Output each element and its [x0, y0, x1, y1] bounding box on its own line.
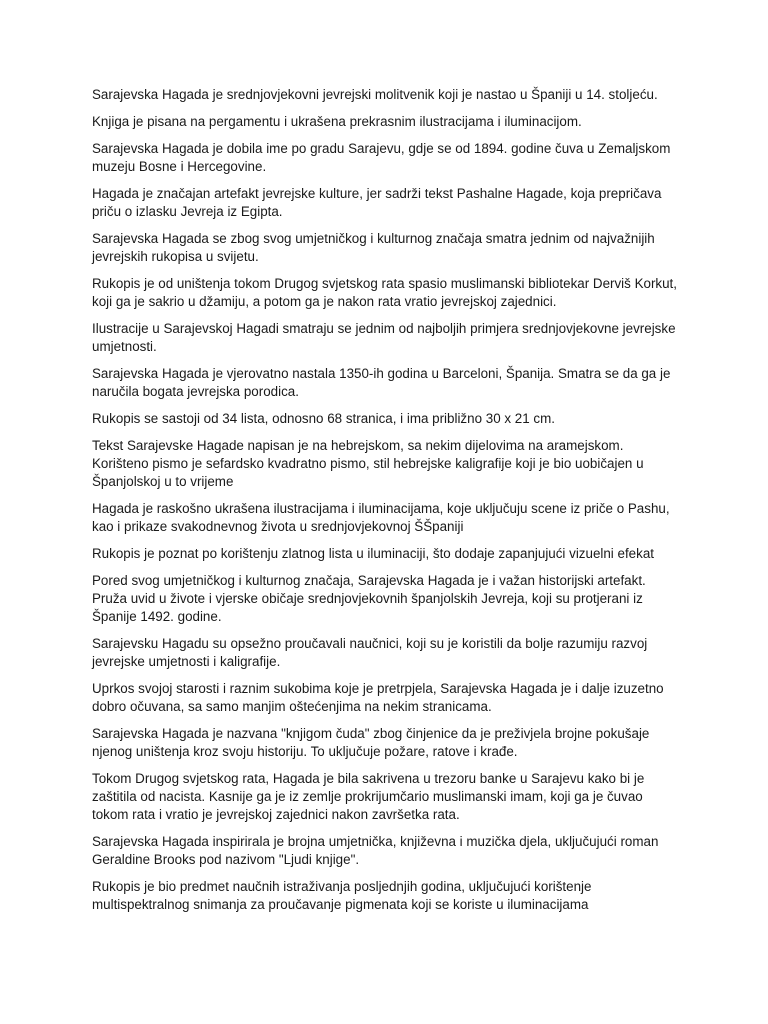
- paragraph-2: Knjiga je pisana na pergamentu i ukrašena prekrasnim ilustracijama i iluminacijom.: [92, 114, 582, 129]
- document-body: [92, 86, 682, 923]
- paragraph-7: Ilustracije u Sarajevskoj Hagadi smatraju se jednim od najboljih primjera srednjovjekovne jevrejske umjetnosti.: [92, 321, 676, 354]
- paragraph-5: Sarajevska Hagada se zbog svog umjetničkog i kulturnog značaja smatra jednim od najvažnijih jevrejskih rukopisa u svijetu.: [92, 231, 655, 264]
- paragraph-12: Rukopis je poznat po korištenju zlatnog lista u iluminaciji, što dodaje zapanjujući vizuelni efekat: [92, 546, 654, 561]
- paragraph-8: Sarajevska Hagada je vjerovatno nastala 1350-ih godina u Barceloni, Španija. Smatra se da ga je naručila bogata jevrejska porodica.: [92, 366, 671, 399]
- paragraph-16: Sarajevska Hagada je nazvana "knjigom čuda" zbog činjenice da je preživjela brojne pokušaje njenog uništenja kroz svoju historiju. To uključuje požare, ratove i krađe.: [92, 726, 650, 759]
- paragraph-1: Sarajevska Hagada je srednjovjekovni jevrejski molitvenik koji je nastao u Španiji u 14. stoljeću.: [92, 87, 658, 102]
- paragraph-10: Tekst Sarajevske Hagade napisan je na hebrejskom, sa nekim dijelovima na aramejskom. Korišteno pismo je sefardsko kvadratno pismo, stil hebrejske kaligrafije koji je bio uobičajen u Španjolskoj u to vrijeme: [92, 438, 644, 489]
- paragraph-14: Sarajevsku Hagadu su opsežno proučavali naučnici, koji su je koristili da bolje razumiju razvoj jevrejske umjetnosti i kaligrafije.: [92, 636, 648, 669]
- paragraph-15: Uprkos svojoj starosti i raznim sukobima koje je pretrpjela, Sarajevska Hagada je i dalje izuzetno dobro očuvana, sa samo manjim oštećenjima na nekim stranicama.: [92, 681, 664, 714]
- paragraph-13: Pored svog umjetničkog i kulturnog značaja, Sarajevska Hagada je i važan historijski artefakt. Pruža uvid u živote i vjerske običaje srednjovjekovnih španjolskih Jevreja, koji su protjerani iz Španije 1492. godine.: [92, 573, 646, 624]
- paragraph-18: Sarajevska Hagada inspirirala je brojna umjetnička, književna i muzička djela, uključujući roman Geraldine Brooks pod nazivom "Ljudi knjige".: [92, 834, 659, 867]
- paragraph-4: Hagada je značajan artefakt jevrejske kulture, jer sadrži tekst Pashalne Hagade, koja prepričava priču o izlasku Jevreja iz Egipta.: [92, 186, 662, 219]
- paragraph-9: Rukopis se sastoji od 34 lista, odnosno 68 stranica, i ima približno 30 x 21 cm.: [92, 411, 555, 426]
- paragraph-3: Sarajevska Hagada je dobila ime po gradu Sarajevu, gdje se od 1894. godine čuva u Zemaljskom muzeju Bosne i Hercegovine.: [92, 141, 671, 174]
- paragraph-19: Rukopis je bio predmet naučnih istraživanja posljednjih godina, uključujući korištenje multispektralnog snimanja za proučavanje pigmenata koji se koriste u iluminacijama: [92, 879, 592, 912]
- paragraph-17: Tokom Drugog svjetskog rata, Hagada je bila sakrivena u trezoru banke u Sarajevu kako bi je zaštitila od nacista. Kasnije ga je iz zemlje prokrijumčario muslimanski imam, koji ga je čuvao tokom rata i vratio je jevrejskoj zajednici nakon završetka rata.: [92, 771, 645, 822]
- paragraph-6: Rukopis je od uništenja tokom Drugog svjetskog rata spasio muslimanski bibliotekar Derviš Korkut, koji ga je sakrio u džamiju, a potom ga je nakon rata vratio jevrejskoj zajednici.: [92, 276, 677, 309]
- paragraph-11: Hagada je raskošno ukrašena ilustracijama i iluminacijama, koje uključuju scene iz priče o Pashu, kao i prikaze svakodnevnog života u srednjovjekovnoj ŠŠpaniji: [92, 501, 670, 534]
